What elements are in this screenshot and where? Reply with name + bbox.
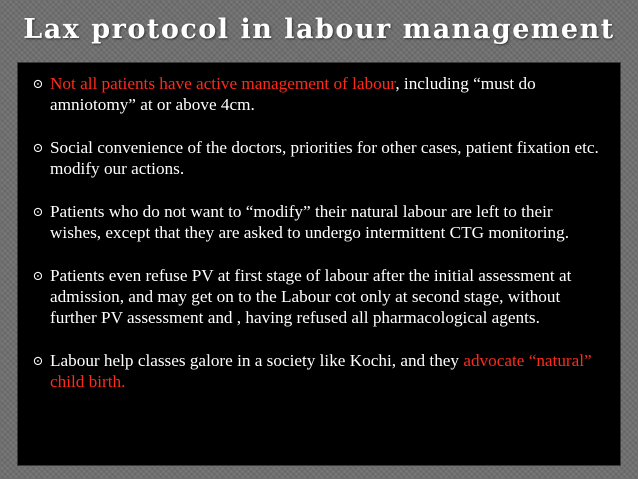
highlighted-text: Not all patients have active management of labour xyxy=(50,74,396,93)
highlighted-text: advocate “natural” child birth. xyxy=(50,351,592,391)
body-text: Labour help classes galore in a society like Kochi, and they xyxy=(50,351,464,370)
bullet-item-1 xyxy=(26,73,606,115)
bullet-item-4 xyxy=(26,265,606,328)
bullet-text: Social convenience of the doctors, priorities for other cases, patient fixation etc. modify our actions. xyxy=(50,138,599,178)
bullet-text xyxy=(50,73,606,115)
bullet-text: Patients even refuse PV at first stage of labour after the initial assessment at admission, and may get on to the Labour cot only at second stage, without further PV assessment and , having refused all pharmacological agents. xyxy=(50,266,572,327)
ring-bullet-icon: ⊙ xyxy=(32,204,44,219)
bullet-item-3 xyxy=(26,201,606,243)
slide-title: Lax protocol in labour management xyxy=(23,14,615,45)
bullet-item-2 xyxy=(26,137,606,179)
ring-bullet-icon: ⊙ xyxy=(32,76,44,91)
content-panel xyxy=(17,62,621,466)
bullet-text xyxy=(50,350,606,392)
bullet-list xyxy=(18,63,620,392)
body-text: , including “must do amniotomy” at or above 4cm. xyxy=(50,74,536,114)
ring-bullet-icon: ⊙ xyxy=(32,268,44,283)
bullet-item-5 xyxy=(26,350,606,392)
ring-bullet-icon: ⊙ xyxy=(32,353,44,368)
ring-bullet-icon: ⊙ xyxy=(32,140,44,155)
bullet-text: Patients who do not want to “modify” their natural labour are left to their wishes, except that they are asked to undergo intermittent CTG monitoring. xyxy=(50,202,570,242)
